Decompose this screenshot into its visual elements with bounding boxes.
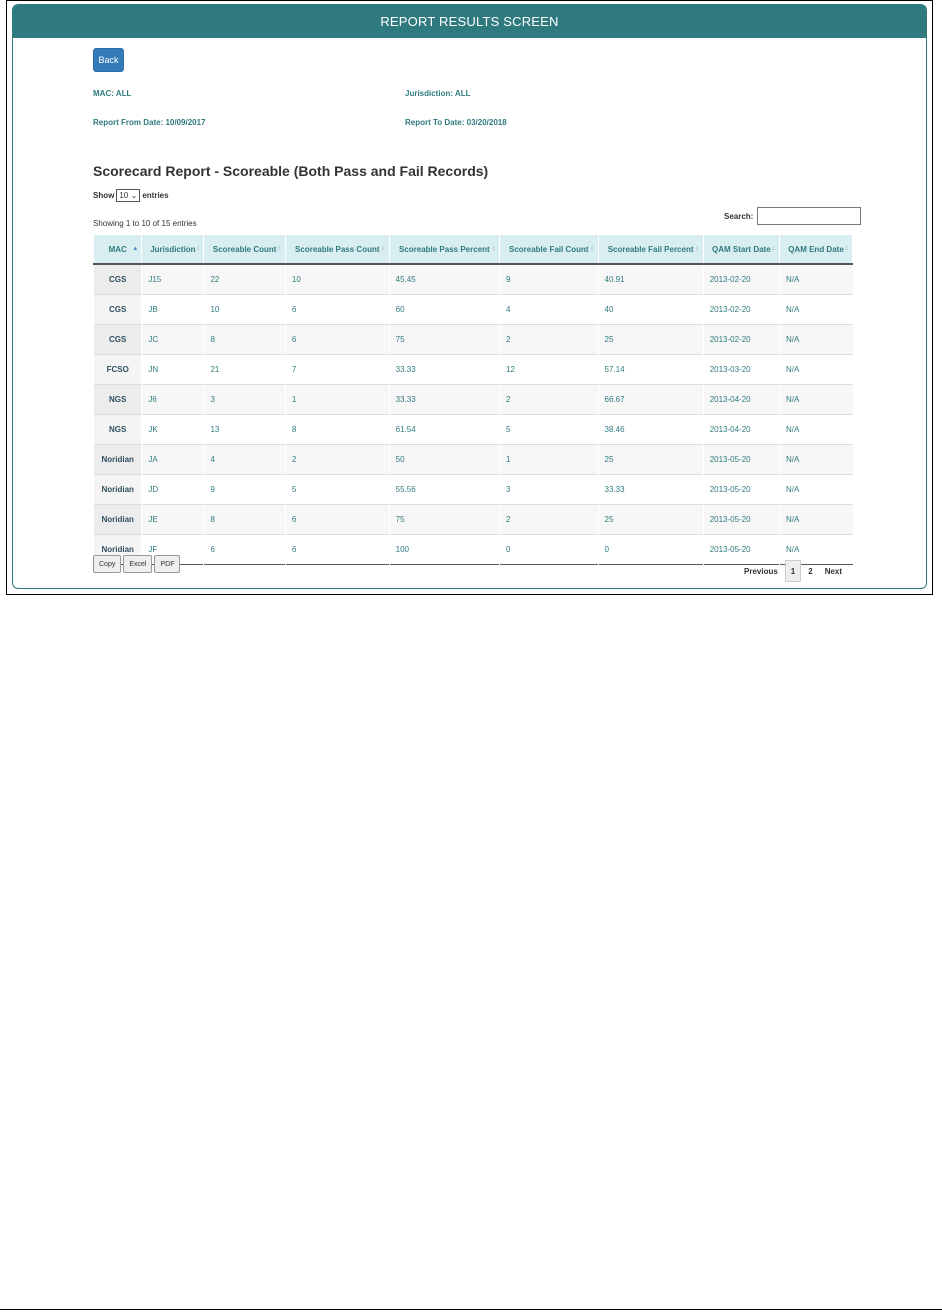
- column-header-qam-end-date[interactable]: [779, 235, 852, 264]
- cell-jurisdiction: JK: [142, 415, 204, 445]
- cell-qam-start-date: 2013-04-20: [703, 415, 779, 445]
- cell-fail-percent: 40: [598, 295, 703, 325]
- cell-fail-count: 1: [500, 445, 599, 475]
- table-row: [94, 385, 853, 415]
- chevron-down-icon: ⌄: [130, 191, 138, 200]
- cell-qam-start-date: 2013-03-20: [703, 355, 779, 385]
- cell-jurisdiction: JA: [142, 445, 204, 475]
- column-label: Scoreable Fail Percent: [607, 244, 694, 254]
- entries-label: entries: [142, 191, 169, 200]
- cell-qam-start-date: 2013-05-20: [703, 475, 779, 505]
- page-bottom-rule: [0, 1309, 942, 1310]
- cell-qam-end-date: N/A: [779, 475, 852, 505]
- cell-qam-end-date: N/A: [779, 505, 852, 535]
- cell-jurisdiction: JD: [142, 475, 204, 505]
- cell-jurisdiction: J15: [142, 264, 204, 295]
- cell-mac: FCSO: [94, 355, 142, 385]
- search-input[interactable]: [757, 207, 861, 225]
- cell-mac: CGS: [94, 325, 142, 355]
- cell-fail-percent: 0: [598, 535, 703, 565]
- column-label: Jurisdiction: [150, 244, 196, 254]
- cell-qam-start-date: 2013-02-20: [703, 264, 779, 295]
- cell-qam-end-date: N/A: [779, 355, 852, 385]
- cell-scoreable-count: 21: [204, 355, 285, 385]
- column-label: QAM End Date: [788, 244, 844, 254]
- cell-jurisdiction: J6: [142, 385, 204, 415]
- report-to-date: Report To Date: 03/20/2018: [405, 118, 507, 127]
- screenshot-frame: [6, 0, 933, 595]
- cell-fail-percent: 66.67: [598, 385, 703, 415]
- page-button-2[interactable]: 2: [808, 566, 813, 576]
- copy-button[interactable]: Copy: [93, 555, 121, 573]
- cell-pass-percent: 33.33: [389, 355, 499, 385]
- cell-pass-percent: 61.54: [389, 415, 499, 445]
- cell-scoreable-count: 13: [204, 415, 285, 445]
- cell-pass-count: 10: [285, 264, 389, 295]
- cell-fail-count: 4: [500, 295, 599, 325]
- cell-qam-start-date: 2013-05-20: [703, 535, 779, 565]
- report-title: Scorecard Report - Scoreable (Both Pass and Fail Records): [93, 163, 489, 179]
- cell-pass-percent: 33.33: [389, 385, 499, 415]
- cell-scoreable-count: 4: [204, 445, 285, 475]
- column-label: QAM Start Date: [711, 244, 771, 254]
- cell-pass-percent: 60: [389, 295, 499, 325]
- column-label: Scoreable Pass Percent: [398, 244, 490, 254]
- cell-pass-count: 6: [285, 325, 389, 355]
- cell-jurisdiction: JN: [142, 355, 204, 385]
- cell-pass-count: 2: [285, 445, 389, 475]
- pdf-button[interactable]: PDF: [154, 555, 180, 573]
- jurisdiction-filter-label: Jurisdiction: ALL: [405, 89, 471, 98]
- column-label: Scoreable Count: [212, 244, 277, 254]
- cell-fail-count: 3: [500, 475, 599, 505]
- cell-fail-count: 2: [500, 325, 599, 355]
- cell-qam-start-date: 2013-05-20: [703, 505, 779, 535]
- cell-mac: Noridian: [94, 445, 142, 475]
- sort-icon: ⇕: [694, 246, 700, 253]
- cell-fail-count: 0: [500, 535, 599, 565]
- cell-qam-end-date: N/A: [779, 264, 852, 295]
- column-label: Scoreable Fail Count: [508, 244, 589, 254]
- sort-icon: ⇕: [276, 246, 282, 253]
- cell-fail-count: 2: [500, 385, 599, 415]
- cell-pass-percent: 45.45: [389, 264, 499, 295]
- sort-icon: ⇕: [195, 246, 201, 253]
- column-header-scoreable-fail-percent[interactable]: [598, 235, 703, 264]
- cell-fail-percent: 25: [598, 445, 703, 475]
- cell-fail-count: 5: [500, 415, 599, 445]
- next-page-button[interactable]: Next: [824, 566, 843, 576]
- sort-asc-icon: ▲: [132, 246, 139, 252]
- sort-icon: ⇕: [843, 246, 849, 253]
- back-button[interactable]: Back: [93, 48, 124, 72]
- show-label: Show: [93, 191, 115, 200]
- cell-fail-percent: 33.33: [598, 475, 703, 505]
- entries-select[interactable]: [116, 189, 140, 202]
- cell-pass-count: 6: [285, 535, 389, 565]
- sort-icon: ⇕: [490, 246, 497, 253]
- table-row: [94, 264, 853, 295]
- cell-pass-count: 6: [285, 505, 389, 535]
- cell-pass-count: 1: [285, 385, 389, 415]
- cell-pass-count: 5: [285, 475, 389, 505]
- panel-header: [13, 5, 926, 38]
- cell-fail-percent: 25: [598, 505, 703, 535]
- column-header-scoreable-count[interactable]: [204, 235, 285, 264]
- column-label: MAC: [108, 244, 127, 254]
- cell-qam-end-date: N/A: [779, 325, 852, 355]
- cell-pass-count: 6: [285, 295, 389, 325]
- cell-scoreable-count: 10: [204, 295, 285, 325]
- cell-qam-start-date: 2013-04-20: [703, 385, 779, 415]
- cell-mac: CGS: [94, 295, 142, 325]
- table-row: [94, 445, 853, 475]
- cell-qam-start-date: 2013-05-20: [703, 445, 779, 475]
- table-row: [94, 295, 853, 325]
- table-header-row: [94, 235, 853, 264]
- page-button-1[interactable]: 1: [785, 560, 801, 582]
- mac-filter-label: MAC: ALL: [93, 89, 132, 98]
- export-buttons: [93, 555, 180, 573]
- cell-mac: Noridian: [94, 475, 142, 505]
- cell-fail-percent: 40.91: [598, 264, 703, 295]
- column-header-mac[interactable]: [94, 235, 142, 264]
- report-table: [93, 235, 853, 565]
- cell-qam-end-date: N/A: [779, 385, 852, 415]
- table-info: Showing 1 to 10 of 15 entries: [93, 219, 197, 228]
- cell-mac: NGS: [94, 415, 142, 445]
- cell-scoreable-count: 9: [204, 475, 285, 505]
- report-from-date: Report From Date: 10/09/2017: [93, 118, 206, 127]
- previous-page-button[interactable]: Previous: [744, 566, 778, 576]
- entries-select-value: 10: [119, 191, 129, 200]
- cell-pass-percent: 50: [389, 445, 499, 475]
- report-panel: [12, 4, 927, 589]
- cell-fail-percent: 57.14: [598, 355, 703, 385]
- cell-pass-percent: 100: [389, 535, 499, 565]
- cell-mac: Noridian: [94, 505, 142, 535]
- cell-qam-end-date: N/A: [779, 445, 852, 475]
- cell-pass-percent: 55.56: [389, 475, 499, 505]
- cell-jurisdiction: JB: [142, 295, 204, 325]
- table-row: [94, 415, 853, 445]
- table-row: [94, 355, 853, 385]
- search-box: [724, 207, 861, 225]
- cell-qam-end-date: N/A: [779, 295, 852, 325]
- table-row: [94, 475, 853, 505]
- cell-qam-end-date: N/A: [779, 535, 852, 565]
- cell-qam-start-date: 2013-02-20: [703, 295, 779, 325]
- cell-jurisdiction: JF: [142, 535, 204, 565]
- cell-scoreable-count: 22: [204, 264, 285, 295]
- cell-pass-percent: 75: [389, 505, 499, 535]
- cell-fail-count: 9: [500, 264, 599, 295]
- cell-qam-start-date: 2013-02-20: [703, 325, 779, 355]
- cell-scoreable-count: 3: [204, 385, 285, 415]
- column-header-qam-start-date[interactable]: [703, 235, 779, 264]
- excel-button[interactable]: Excel: [123, 555, 152, 573]
- pagination: [739, 560, 847, 582]
- sort-icon: ⇕: [589, 246, 595, 253]
- cell-qam-end-date: N/A: [779, 415, 852, 445]
- cell-fail-count: 12: [500, 355, 599, 385]
- cell-jurisdiction: JC: [142, 325, 204, 355]
- cell-pass-percent: 75: [389, 325, 499, 355]
- cell-mac: CGS: [94, 264, 142, 295]
- cell-fail-percent: 25: [598, 325, 703, 355]
- cell-mac: Noridian: [94, 535, 142, 565]
- cell-scoreable-count: 6: [204, 535, 285, 565]
- column-header-scoreable-pass-count[interactable]: [285, 235, 389, 264]
- column-header-scoreable-fail-count[interactable]: [500, 235, 599, 264]
- table-row: [94, 505, 853, 535]
- cell-jurisdiction: JE: [142, 505, 204, 535]
- column-header-scoreable-pass-percent[interactable]: [389, 235, 499, 264]
- table-row: [94, 325, 853, 355]
- sort-icon: ⇕: [770, 246, 776, 253]
- page-title: REPORT RESULTS SCREEN: [380, 14, 559, 29]
- length-menu: [93, 189, 169, 202]
- sort-icon: ⇕: [380, 246, 386, 253]
- cell-fail-percent: 38.46: [598, 415, 703, 445]
- cell-scoreable-count: 8: [204, 325, 285, 355]
- search-label: Search:: [724, 211, 754, 221]
- cell-fail-count: 2: [500, 505, 599, 535]
- cell-mac: NGS: [94, 385, 142, 415]
- column-label: Scoreable Pass Count: [295, 244, 380, 254]
- cell-pass-count: 7: [285, 355, 389, 385]
- cell-scoreable-count: 8: [204, 505, 285, 535]
- column-header-jurisdiction[interactable]: [142, 235, 204, 264]
- cell-pass-count: 8: [285, 415, 389, 445]
